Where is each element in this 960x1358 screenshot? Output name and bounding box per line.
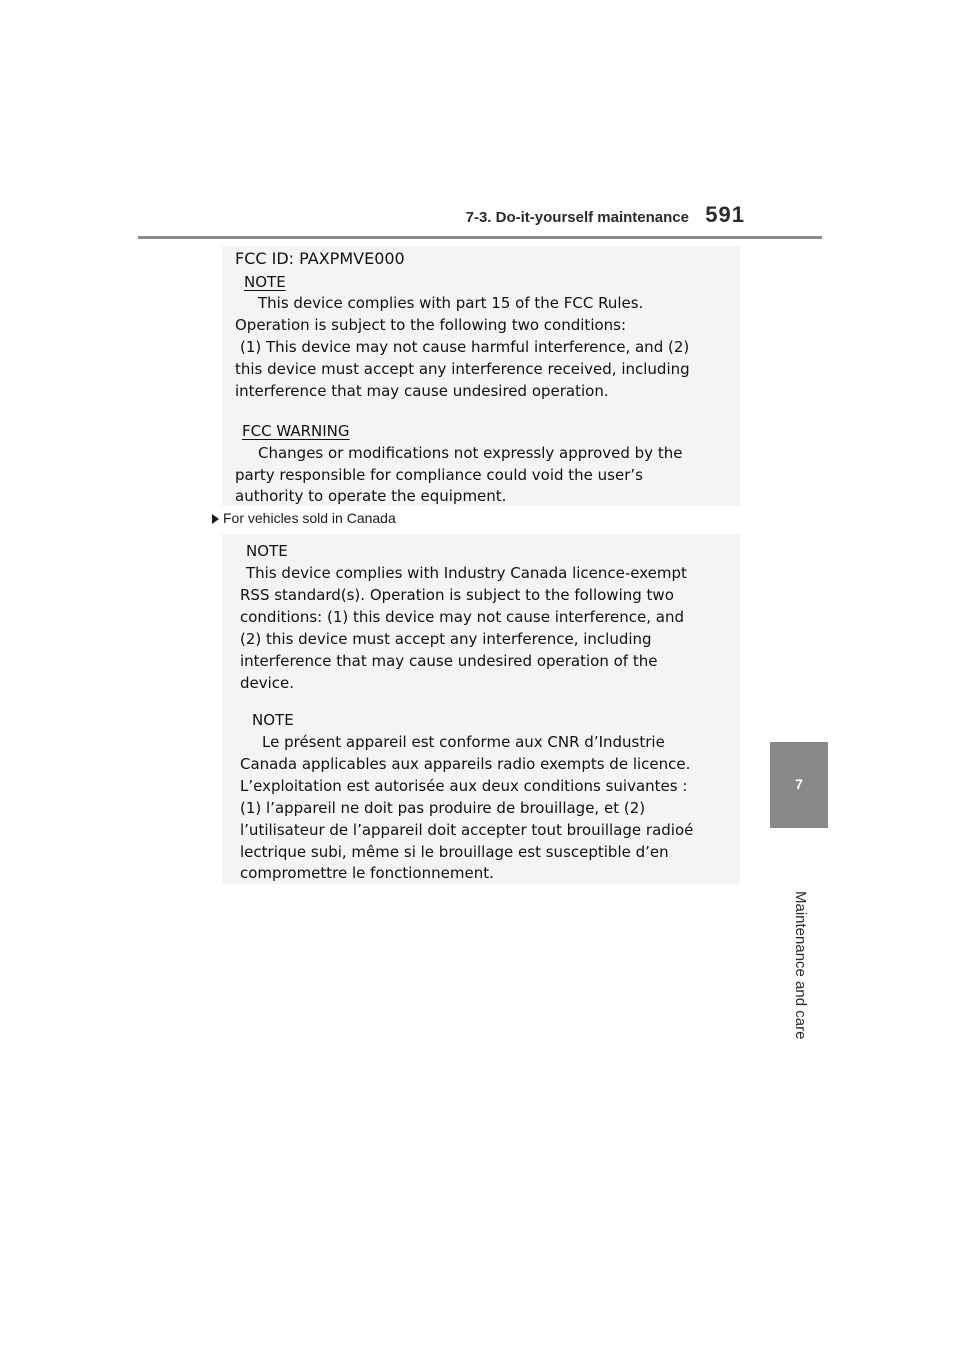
- fcc-id: FCC ID: PAXPMVE000: [235, 249, 405, 268]
- fcc-note-line: interference that may cause undesired operation.: [235, 382, 609, 400]
- page-number: 591: [705, 202, 745, 227]
- fcc-warning-line: authority to operate the equipment.: [235, 487, 507, 505]
- canada-en-heading: NOTE: [246, 542, 288, 560]
- fcc-note-line: Operation is subject to the following two conditions:: [235, 316, 627, 334]
- section-title: 7-3. Do-it-yourself maintenance: [465, 209, 689, 226]
- fcc-note-line: This device complies with part 15 of the FCC Rules.: [258, 294, 644, 312]
- canada-fr-line: compromettre le fonctionnement.: [240, 864, 494, 882]
- fcc-warning-line: party responsible for compliance could void the user’s: [235, 466, 643, 484]
- canada-en-line: (2) this device must accept any interference, including: [240, 630, 652, 648]
- canada-fr-line: L’exploitation est autorisée aux deux conditions suivantes :: [240, 777, 688, 795]
- fcc-note-line: this device must accept any interference received, including: [235, 360, 690, 378]
- canada-fr-line: l’utilisateur de l’appareil doit accepter tout brouillage radioé: [240, 821, 694, 839]
- chapter-title: Maintenance and care: [792, 891, 809, 1040]
- canada-fr-line: lectrique subi, même si le brouillage est susceptible d’en: [240, 843, 669, 861]
- fcc-warning-line: Changes or modifications not expressly approved by the: [258, 444, 683, 462]
- canada-en-line: This device complies with Industry Canada licence-exempt: [246, 564, 687, 582]
- canada-en-line: interference that may cause undesired operation of the: [240, 652, 658, 670]
- canada-bullet-text: For vehicles sold in Canada: [223, 510, 396, 526]
- fcc-note-heading: NOTE: [244, 273, 286, 291]
- canada-en-line: conditions: (1) this device may not cause interference, and: [240, 608, 684, 626]
- canada-fr-line: (1) l’appareil ne doit pas produire de brouillage, et (2): [240, 799, 646, 817]
- canada-en-line: device.: [240, 674, 295, 692]
- chapter-number: 7: [795, 776, 803, 792]
- canada-fr-line: Canada applicables aux appareils radio exempts de licence.: [240, 755, 691, 773]
- page-header: [138, 200, 822, 239]
- fcc-note-line: (1) This device may not cause harmful interference, and (2): [240, 338, 690, 356]
- triangle-bullet-icon: [212, 514, 219, 524]
- canada-en-line: RSS standard(s). Operation is subject to the following two: [240, 586, 674, 604]
- canada-bullet: [212, 510, 396, 526]
- canada-label-image: [222, 534, 740, 884]
- chapter-tab: [770, 742, 828, 828]
- canada-fr-line: Le présent appareil est conforme aux CNR d’Industrie: [262, 733, 665, 751]
- fcc-label-image: [222, 246, 740, 506]
- fcc-warning-heading: FCC WARNING: [242, 422, 350, 440]
- canada-fr-heading: NOTE: [252, 711, 294, 729]
